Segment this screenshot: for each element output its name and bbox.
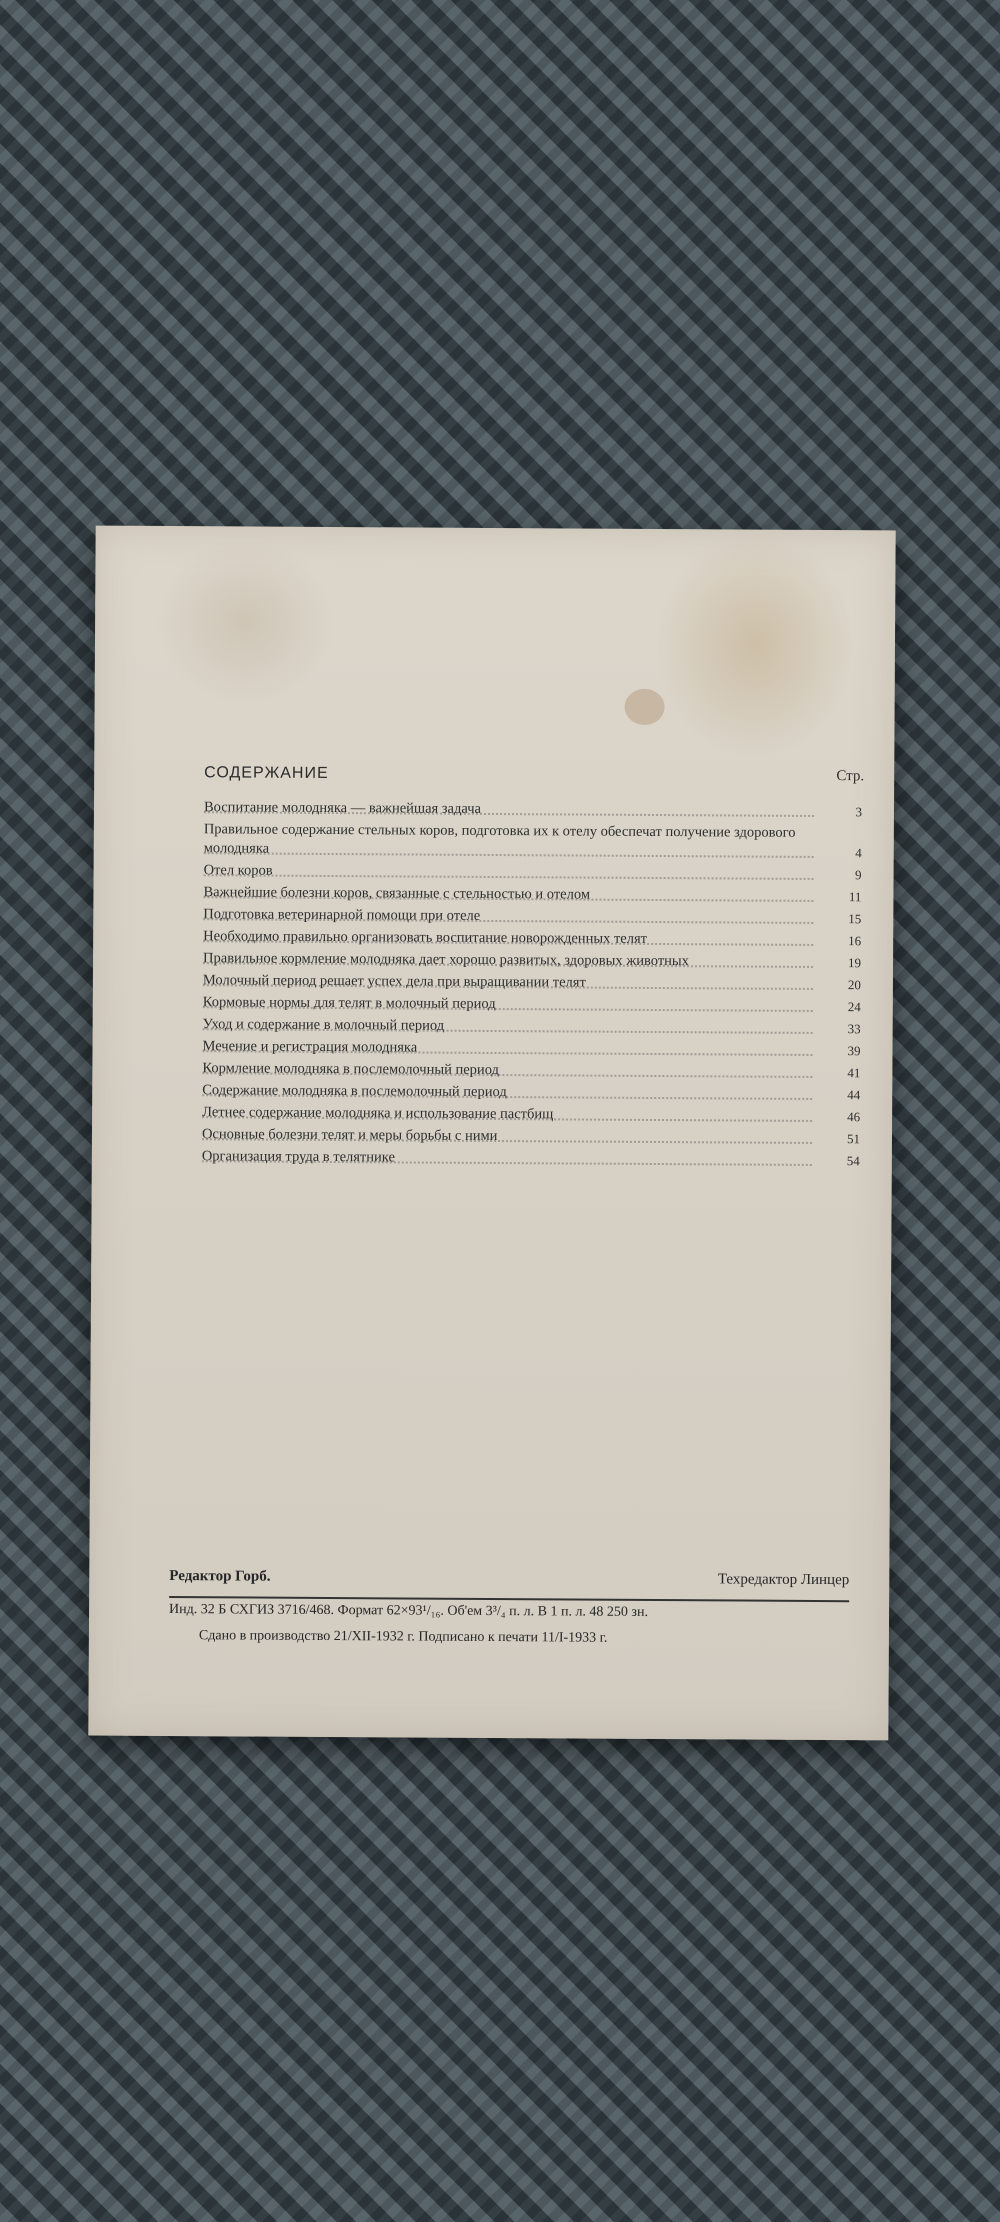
table-of-contents	[201, 764, 865, 1173]
toc-entry	[202, 1015, 861, 1038]
toc-entry-page: 24	[847, 999, 861, 1015]
toc-entry-page: 3	[855, 804, 863, 820]
toc-entry-title: Летнее содержание молодняка и использование пастбищ	[202, 1104, 554, 1123]
toc-entry-page: 54	[846, 1153, 860, 1169]
toc-entry-title: Важнейшие болезни коров, связанные с стельностью и отелом	[203, 884, 591, 903]
toc-entry-page: 33	[847, 1021, 861, 1037]
toc-entry	[201, 1125, 861, 1148]
toc-entry-page: 19	[848, 955, 862, 971]
toc-entry-page: 51	[846, 1131, 861, 1147]
booklet-back-page	[88, 526, 895, 1741]
toc-entry-page: 20	[847, 977, 861, 993]
toc-entry	[203, 905, 862, 928]
toc-entry-title: Правильное кормление молодняка дает хорошо развитых, здоровых животных	[203, 950, 690, 970]
toc-entry	[203, 927, 862, 950]
toc-entry	[203, 861, 862, 884]
divider	[169, 1596, 849, 1602]
toc-entry-title: Воспитание молодняка — важнейшая задача	[203, 799, 482, 817]
toc-entry	[202, 1059, 861, 1082]
toc-entry	[202, 1103, 861, 1126]
toc-entry-page: 41	[847, 1065, 861, 1081]
toc-entry-page: 11	[848, 889, 862, 905]
leader-dots	[204, 874, 814, 880]
toc-entry-title: Уход и содержание в молочный период	[202, 1016, 445, 1034]
toc-entry	[203, 883, 862, 906]
toc-entry	[202, 993, 861, 1016]
toc-entry	[202, 971, 861, 994]
toc-entry-page: 4	[855, 845, 862, 861]
paper-stain	[155, 536, 336, 707]
imprint-footer	[169, 1568, 850, 1646]
toc-entry-page: 39	[847, 1043, 861, 1059]
toc-entry-title: Подготовка ветеринарной помощи при отеле	[203, 906, 481, 924]
paper-stain	[624, 689, 664, 725]
toc-entry-title: Кормовые нормы для телят в молочный период	[202, 994, 496, 1013]
toc-entry-page: 44	[847, 1087, 861, 1103]
toc-list	[201, 798, 863, 1170]
toc-entry-page: 9	[855, 867, 862, 883]
toc-header	[204, 764, 865, 802]
toc-entry-title: Необходимо правильно организовать воспитание новорожденных телят	[203, 928, 648, 947]
toc-entry-page: 16	[848, 933, 862, 949]
toc-entry-title: Содержание молодняка в послемолочный период	[202, 1082, 507, 1101]
toc-entry-title: Организация труда в телятнике	[201, 1148, 395, 1166]
toc-page-column-header: Стр.	[836, 768, 865, 785]
toc-entry-title: Кормление молодняка в послемолочный период	[202, 1060, 499, 1079]
paper-stain	[654, 529, 855, 760]
toc-entry-title: Мечение и регистрация молодняка	[202, 1038, 418, 1056]
toc-entry-title: Правильное содержание стельных коров, подготовка их к отелу обеспечат получение здорового молодняка	[203, 821, 796, 857]
toc-entry-page: 15	[848, 911, 862, 927]
toc-entry	[203, 798, 863, 821]
tech-editor-credit: Техредактор Линцер	[717, 1571, 850, 1589]
toc-entry-title: Основные болезни телят и меры борьбы с ними	[201, 1126, 498, 1145]
toc-entry-title: Молочный период решает успех дела при выращивании телят	[202, 972, 586, 991]
toc-title: СОДЕРЖАНИЕ	[204, 764, 329, 782]
toc-entry	[202, 1081, 861, 1104]
toc-entry	[203, 949, 862, 972]
toc-entry	[202, 1037, 861, 1060]
toc-entry-title: Отел коров	[203, 862, 273, 879]
toc-entry	[203, 820, 862, 862]
editor-credit: Редактор Горб.	[169, 1568, 271, 1585]
toc-entry-page: 46	[847, 1109, 861, 1125]
imprint-line: Сдано в производство 21/XII-1932 г. Подписано к печати 11/I-1933 г.	[198, 1628, 608, 1646]
toc-entry	[201, 1147, 860, 1170]
imprint-line: Инд. 32 Б СХГИЗ 3716/468. Формат 62×93¹/₁₆. Об'ем 3³/₄ п. л. В 1 п. л. 48 250 зн.	[169, 1602, 649, 1620]
